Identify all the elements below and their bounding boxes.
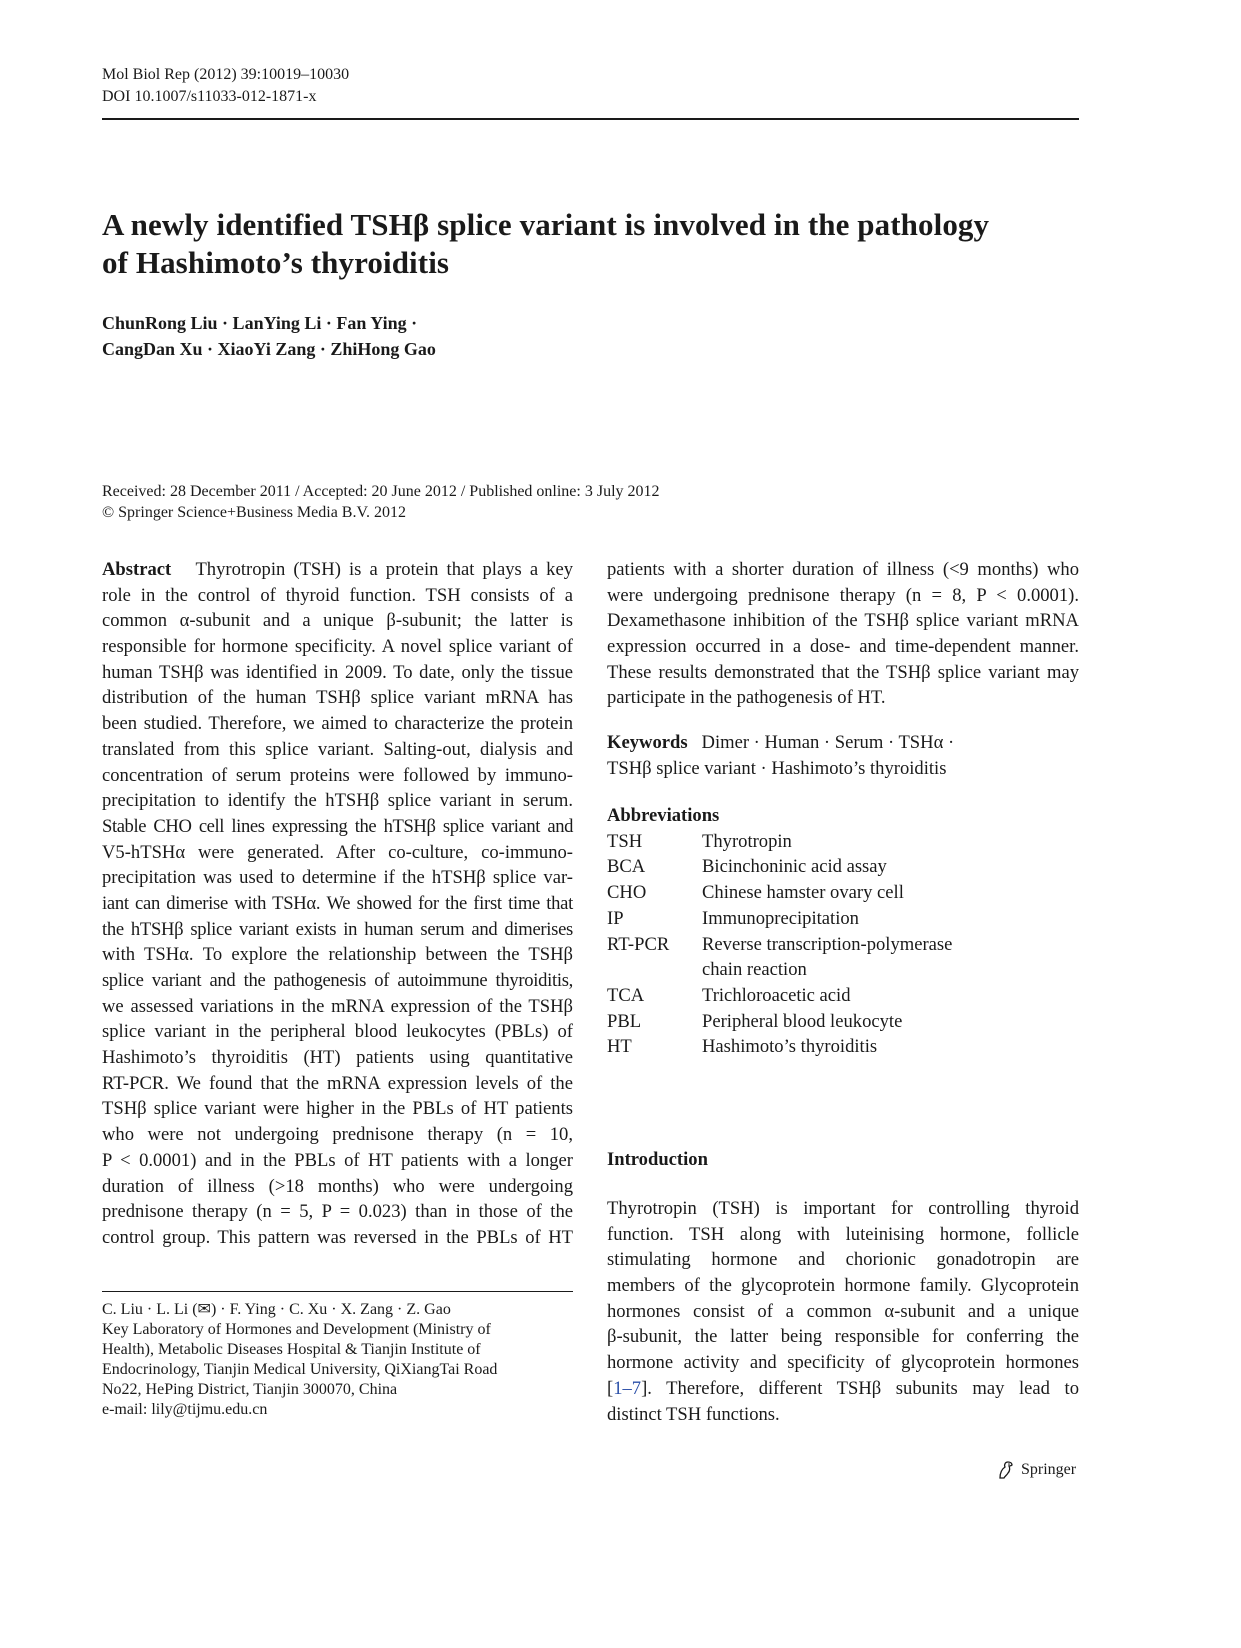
abstract-line: Hashimoto’s thyroiditis (HT) patients using quantitative bbox=[102, 1047, 573, 1069]
abstract-line: splice variant in the peripheral blood leukocytes (PBLs) of bbox=[102, 1021, 573, 1043]
affiliation-email: e-mail: lily@tijmu.edu.cn bbox=[102, 1401, 268, 1418]
abstract-line: RT-PCR. We found that the mRNA expression levels of the bbox=[102, 1072, 573, 1094]
authors-line-1: ChunRong Liu · LanYing Li · Fan Ying · bbox=[102, 313, 418, 333]
springer-horse-icon bbox=[997, 1460, 1015, 1480]
abbreviation-row: IP Immunoprecipitation bbox=[607, 907, 859, 929]
paper-title-line-1: A newly identified TSHβ splice variant is involved in the pathology bbox=[102, 207, 990, 242]
abstract-line: Dexamethasone inhibition of the TSHβ splice variant mRNA bbox=[607, 610, 1079, 632]
abstract-line: These results demonstrated that the TSHβ splice variant may bbox=[607, 661, 1079, 683]
abstract-line: were undergoing prednisone therapy (n = 8, P < 0.0001). bbox=[607, 584, 1079, 606]
keywords-block bbox=[607, 730, 1079, 781]
affiliation-line: Health), Metabolic Diseases Hospital & Tianjin Institute of bbox=[102, 1341, 481, 1358]
abstract-line: with TSHα. To explore the relationship between the TSHβ bbox=[102, 944, 573, 966]
abstract-line: V5-hTSHα were generated. After co-culture, co-immuno- bbox=[102, 841, 573, 863]
abstract-line: we assessed variations in the mRNA expression of the TSHβ bbox=[102, 995, 573, 1017]
abstract-line: Abstract Thyrotropin (TSH) is a protein that plays a key bbox=[102, 559, 573, 580]
intro-line: hormones consist of a common α-subunit and a unique bbox=[607, 1300, 1079, 1322]
authors-line-2: CangDan Xu · XiaoYi Zang · ZhiHong Gao bbox=[102, 339, 436, 359]
abbreviation-row: PBL Peripheral blood leukocyte bbox=[607, 1010, 903, 1032]
abstract-line: duration of illness (>18 months) who were undergoing bbox=[102, 1175, 573, 1197]
keywords-heading: Keywords bbox=[607, 732, 688, 753]
paper-title-line-2: of Hashimoto’s thyroiditis bbox=[102, 245, 450, 280]
abbreviation-row: TSH Thyrotropin bbox=[607, 830, 792, 852]
abbreviation-row: RT-PCR Reverse transcription-polymerase bbox=[607, 933, 953, 955]
abstract-line: translated from this splice variant. Salting-out, dialysis and bbox=[102, 738, 573, 760]
abstract-line: human TSHβ was identified in 2009. To date, only the tissue bbox=[102, 661, 573, 683]
intro-line: hormone activity and specificity of glycoprotein hormones bbox=[607, 1352, 1079, 1374]
publisher-footer bbox=[997, 1460, 1076, 1480]
publication-dates: Received: 28 December 2011 / Accepted: 20 June 2012 / Published online: 3 July 2012 bbox=[102, 483, 660, 500]
abbreviations-block bbox=[607, 803, 1079, 1060]
keywords-line: TSHβ splice variant · Hashimoto’s thyroiditis bbox=[607, 757, 947, 779]
intro-line: Thyrotropin (TSH) is important for controlling thyroid bbox=[607, 1198, 1079, 1219]
abbreviation-row: chain reaction bbox=[702, 959, 807, 981]
intro-line: distinct TSH functions. bbox=[607, 1403, 780, 1425]
abbreviation-row: TCA Trichloroacetic acid bbox=[607, 984, 851, 1006]
abstract-line: precipitation to identify the hTSHβ splice variant in serum. bbox=[102, 790, 573, 812]
abbreviation-row: CHO Chinese hamster ovary cell bbox=[607, 882, 904, 904]
abstract-line: role in the control of thyroid function. TSH consists of a bbox=[102, 584, 573, 606]
affiliation-block bbox=[102, 1300, 573, 1420]
intro-line: β-subunit, the latter being responsible for conferring the bbox=[607, 1326, 1079, 1348]
copyright: © Springer Science+Business Media B.V. 2012 bbox=[102, 504, 406, 521]
abstract-line: prednisone therapy (n = 5, P = 0.023) than in those of the bbox=[102, 1201, 573, 1223]
header-rule bbox=[102, 118, 1079, 120]
doi: DOI 10.1007/s11033-012-1871-x bbox=[102, 88, 317, 105]
intro-line: function. TSH along with luteinising hormone, follicle bbox=[607, 1223, 1079, 1245]
abstract-line: participate in the pathogenesis of HT. bbox=[607, 687, 886, 709]
abstract-line: responsible for hormone specificity. A novel splice variant of bbox=[102, 636, 573, 658]
abstract-heading: Abstract bbox=[102, 559, 172, 580]
intro-line: [1–7]. Therefore, different TSHβ subunits may lead to bbox=[607, 1377, 1079, 1399]
abstract-continued bbox=[607, 557, 1079, 711]
affiliation-line: No22, HePing District, Tianjin 300070, China bbox=[102, 1381, 398, 1398]
introduction-body bbox=[607, 1196, 1079, 1427]
abstract-line: iant can dimerise with TSHα. We showed for the first time that bbox=[102, 892, 573, 914]
abstract-line: the hTSHβ splice variant exists in human serum and dimerises bbox=[102, 918, 573, 940]
abstract-line: P < 0.0001) and in the PBLs of HT patients with a longer bbox=[102, 1149, 573, 1171]
abstract-line: Stable CHO cell lines expressing the hTSHβ splice variant and bbox=[102, 815, 573, 837]
abstract-line: patients with a shorter duration of illness (<9 months) who bbox=[607, 559, 1079, 580]
abstract-line: distribution of the human TSHβ splice variant mRNA has bbox=[102, 687, 573, 709]
affiliation-authors: C. Liu · L. Li (✉) · F. Ying · C. Xu · X. Zang · Z. Gao bbox=[102, 1301, 451, 1318]
abstract-line: common α-subunit and a unique β-subunit; the latter is bbox=[102, 610, 573, 632]
citation-link[interactable]: 1–7 bbox=[613, 1377, 642, 1399]
abstract-line: TSHβ splice variant were higher in the PBLs of HT patients bbox=[102, 1098, 573, 1120]
intro-line: members of the glycoprotein hormone family. Glycoprotein bbox=[607, 1275, 1079, 1297]
abstract-block bbox=[102, 557, 573, 1251]
abstract-line: been studied. Therefore, we aimed to characterize the protein bbox=[102, 713, 573, 735]
affiliation-line: Endocrinology, Tianjin Medical University, QiXiangTai Road bbox=[102, 1361, 498, 1378]
keywords-line: Keywords Dimer · Human · Serum · TSHα · bbox=[607, 732, 955, 753]
intro-line: stimulating hormone and chorionic gonadotropin are bbox=[607, 1249, 1079, 1271]
publisher-name: Springer bbox=[1021, 1461, 1077, 1478]
introduction-heading: Introduction bbox=[607, 1149, 708, 1170]
abstract-line: control group. This pattern was reversed in the PBLs of HT bbox=[102, 1226, 573, 1248]
journal-citation: Mol Biol Rep (2012) 39:10019–10030 bbox=[102, 66, 350, 83]
abstract-line: expression occurred in a dose- and time-dependent manner. bbox=[607, 636, 1079, 658]
abbreviation-row: HT Hashimoto’s thyroiditis bbox=[607, 1036, 878, 1058]
abstract-line: who were not undergoing prednisone therapy (n = 10, bbox=[102, 1124, 573, 1146]
footnote-rule bbox=[102, 1291, 573, 1292]
affiliation-line: Key Laboratory of Hormones and Development (Ministry of bbox=[102, 1321, 491, 1338]
abstract-line: concentration of serum proteins were followed by immuno- bbox=[102, 764, 573, 786]
abbreviation-row: BCA Bicinchoninic acid assay bbox=[607, 856, 887, 878]
abstract-line: splice variant and the pathogenesis of autoimmune thyroiditis, bbox=[102, 970, 573, 991]
abstract-line: precipitation was used to determine if the hTSHβ splice var- bbox=[102, 867, 573, 889]
abbreviations-heading: Abbreviations bbox=[607, 805, 720, 826]
